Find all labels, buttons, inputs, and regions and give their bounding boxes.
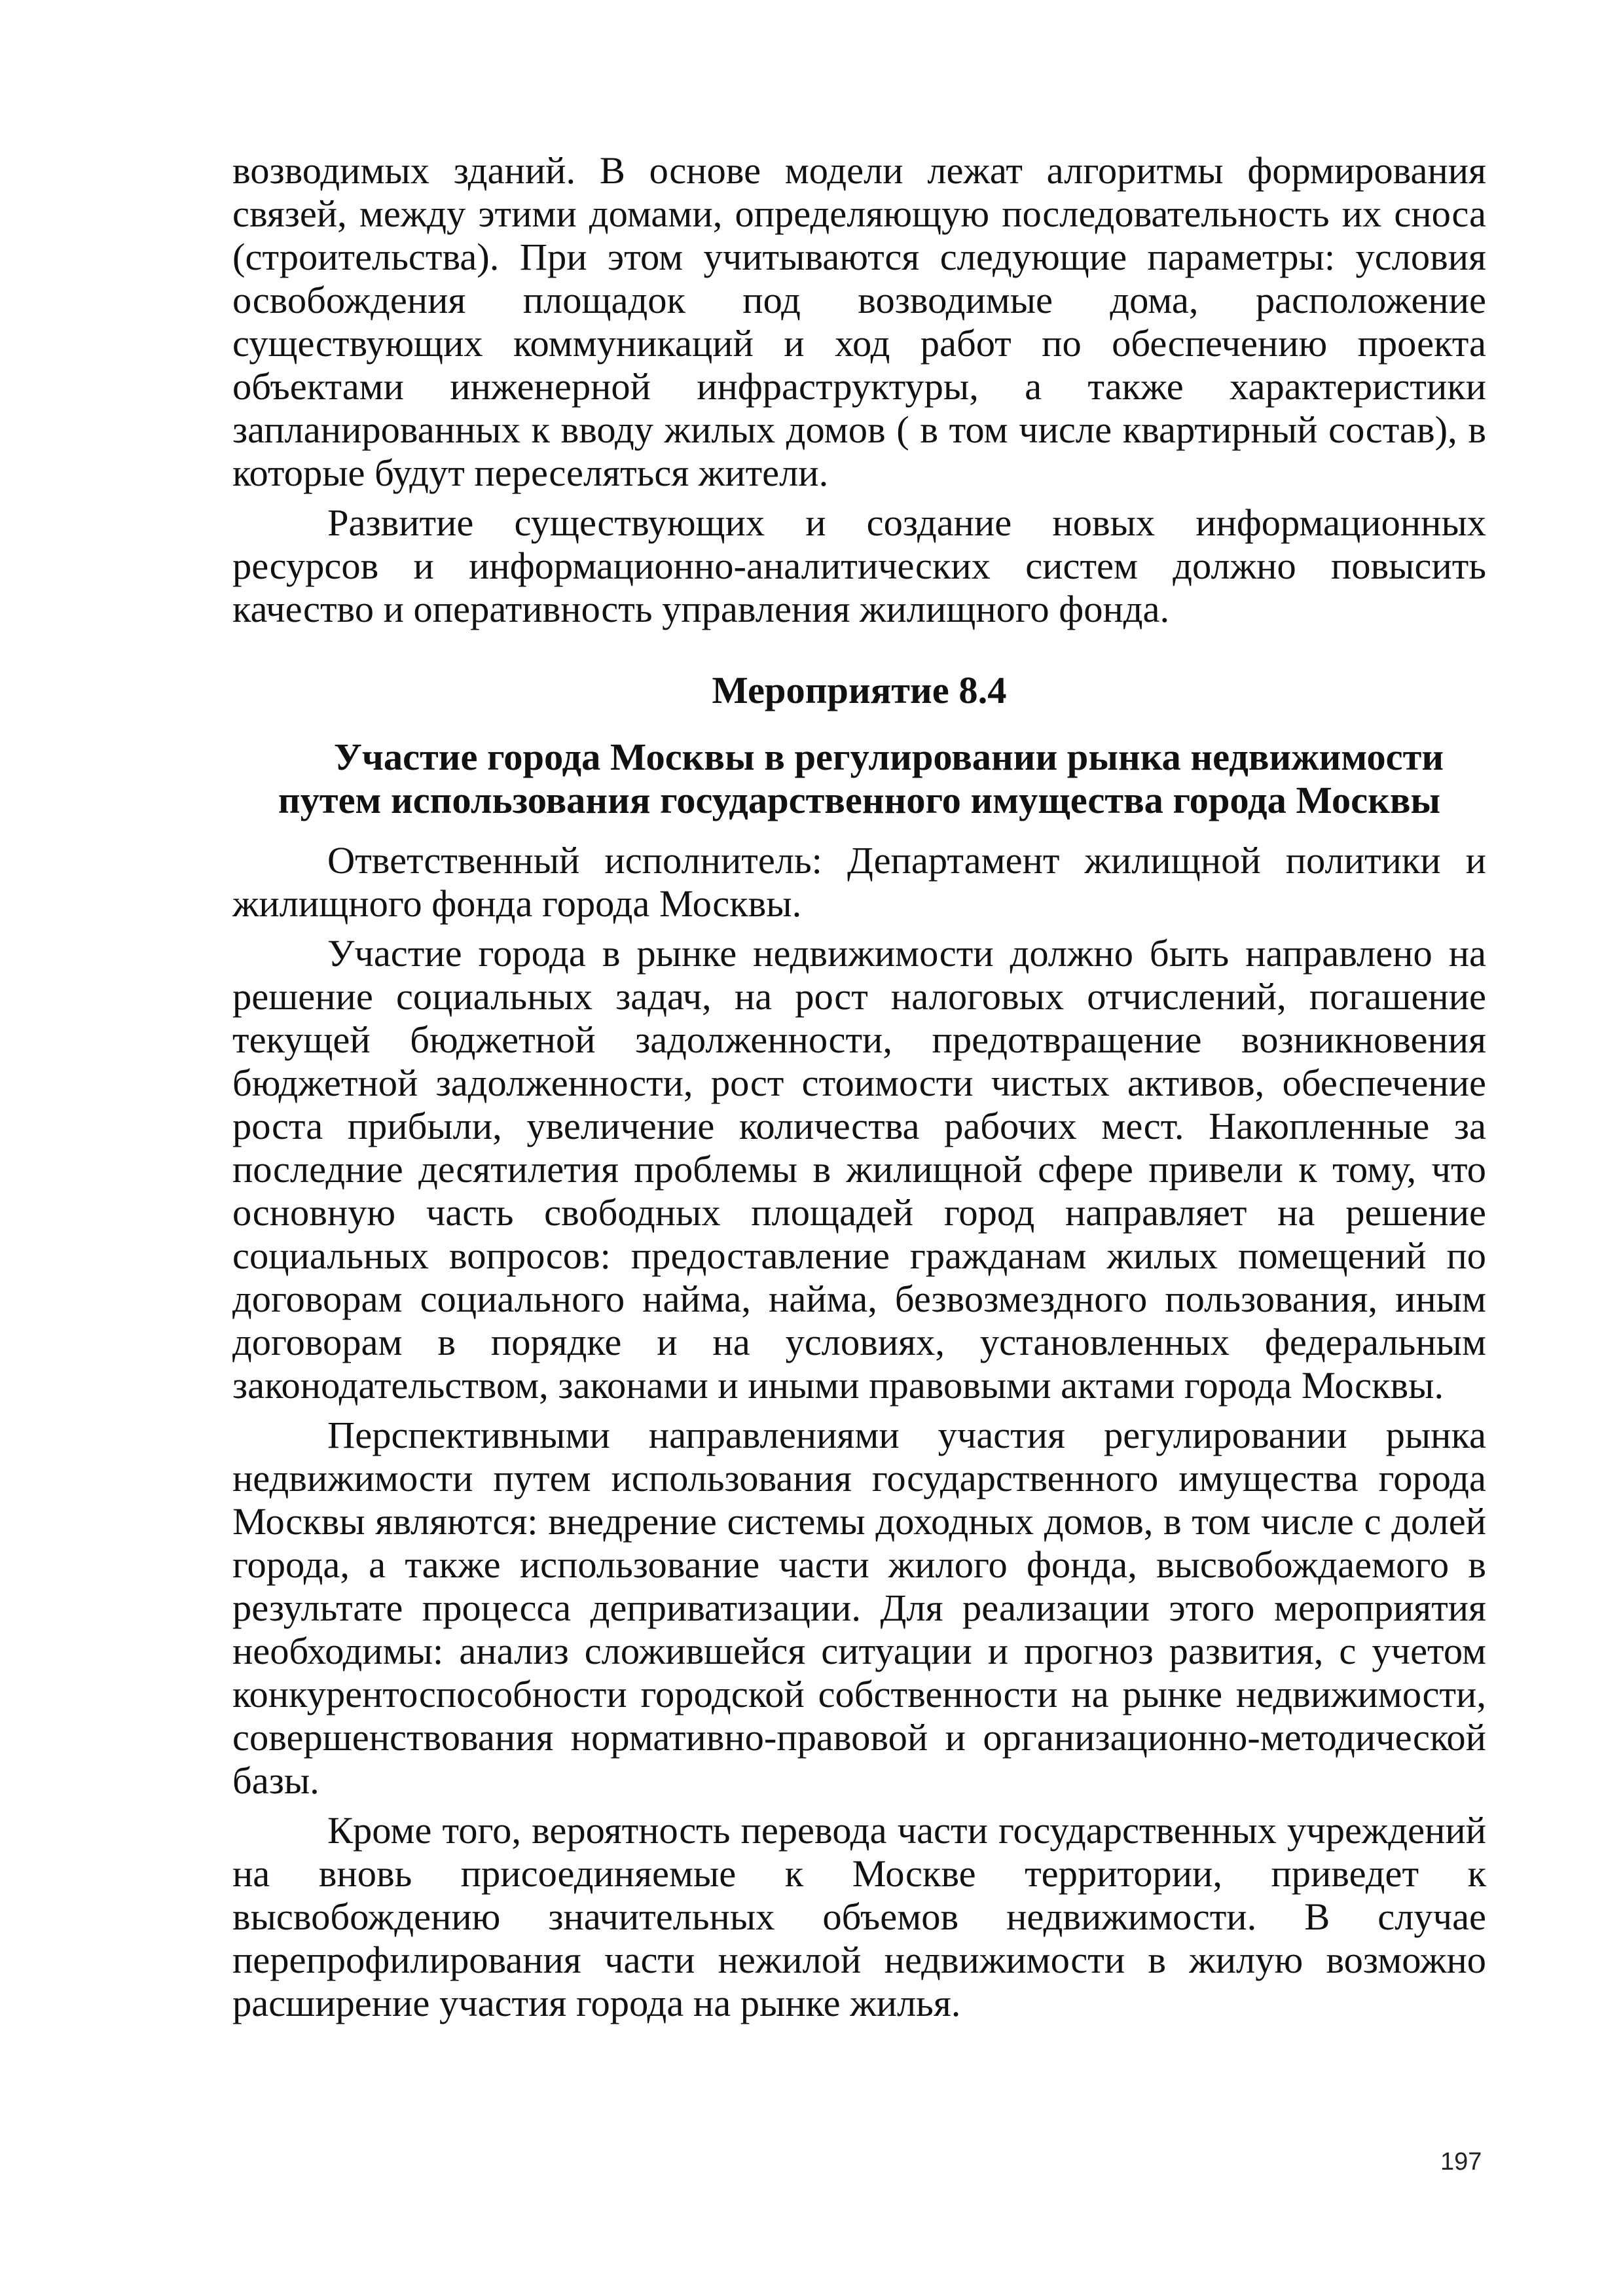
event-heading: Мероприятие 8.4 — [712, 669, 1007, 711]
section-title — [232, 736, 1486, 822]
page-number: 197 — [1440, 2148, 1482, 2176]
document-page — [232, 149, 1486, 2025]
paragraph-state-institutions: Кроме того, вероятность перевода части государственных учреждений на вновь присоединяемые к Москве территории, приведет к высвобождению значительных объемов недвижимости. В случае перепрофилирования части нежилой недвижимости в жилую возможно расширение участия города на рынке жилья. — [232, 1809, 1486, 2024]
paragraph-information-resources: Развитие существующих и создание новых информационных ресурсов и информационно-аналитических систем должно повысить качество и оперативность управления жилищного фонда. — [232, 501, 1486, 630]
section-title-line-1: Участие города Москвы в регулировании рынка недвижимости — [333, 736, 1444, 778]
paragraph-responsible-executor: Ответственный исполнитель: Департамент жилищной политики и жилищного фонда города Москвы. — [232, 839, 1486, 925]
section-title-line-2: путем использования государственного имущества города Москвы — [278, 779, 1441, 821]
paragraph-model-description: возводимых зданий. В основе модели лежат алгоритмы формирования связей, между этими домами, определяющую последовательность их сноса (строительства). При этом учитываются следующие параметры: условия освобождения площадок под возводимые дома, расположение существующих коммуникаций и ход работ по обеспечению проекта объектами инженерной инфраструктуры, а также характеристики запланированных к вводу жилых домов ( в том числе квартирный состав), в которые будут переселяться жители. — [232, 149, 1486, 494]
paragraph-prospective-directions: Перспективными направлениями участия регулировании рынка недвижимости путем использования государственного имущества города Москвы являются: внедрение системы доходных домов, в том числе с долей города, а также использование части жилого фонда, высвобождаемого в результате процесса деприватизации. Для реализации этого мероприятия необходимы: анализ сложившейся ситуации и прогноз развития, с учетом конкурентоспособности городской собственности на рынке недвижимости, совершенствования нормативно-правовой и организационно-методической базы. — [232, 1414, 1486, 1802]
paragraph-city-participation: Участие города в рынке недвижимости должно быть направлено на решение социальных задач, на рост налоговых отчислений, погашение текущей бюджетной задолженности, предотвращение возникновения бюджетной задолженности, рост стоимости чистых активов, обеспечение роста прибыли, увеличение количества рабочих мест. Накопленные за последние десятилетия проблемы в жилищной сфере привели к тому, что основную часть свободных площадей город направляет на решение социальных вопросов: предоставление гражданам жилых помещений по договорам социального найма, найма, безвозмездного пользования, иным договорам в порядке и на условиях, установленных федеральным законодательством, законами и иными правовыми актами города Москвы. — [232, 932, 1486, 1407]
